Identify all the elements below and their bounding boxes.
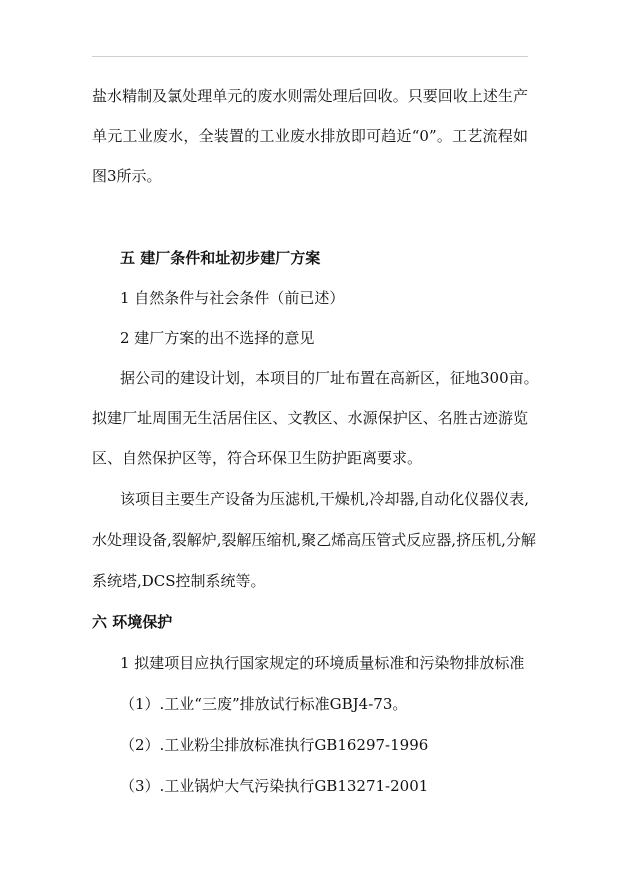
paragraph-1-line-2: 单元工业废水，全装置的工业废水排放即可趋近“0”。工艺流程如 bbox=[92, 127, 528, 145]
paragraph-1-line-1: 盐水精制及氯处理单元的废水则需处理后回收。只要回收上述生产 bbox=[92, 87, 528, 105]
section-5-item-1: 1 自然条件与社会条件（前已述） bbox=[120, 289, 345, 307]
paragraph-1-line-3: 图3所示。 bbox=[92, 167, 162, 185]
section-5-para-a-line-1: 据公司的建设计划，本项目的厂址布置在高新区，征地300亩。 bbox=[120, 369, 539, 387]
section-5-para-b-line-1: 该项目主要生产设备为压滤机,干燥机,冷却器,自动化仪器仪表, bbox=[120, 490, 530, 508]
section-5-para-b-line-3: 系统塔,DCS控制系统等。 bbox=[92, 572, 266, 590]
section-5-heading: 五 建厂条件和址初步建厂方案 bbox=[120, 249, 321, 267]
section-5-para-b-line-2: 水处理设备,裂解炉,裂解压缩机,聚乙烯高压管式反应器,挤压机,分解 bbox=[92, 531, 536, 549]
section-5-item-2: 2 建厂方案的出不选择的意见 bbox=[120, 329, 315, 347]
section-6-item-1: 1 拟建项目应执行国家规定的环境质量标准和污染物排放标准 bbox=[120, 654, 525, 672]
standard-item-1: （1）.工业“三废”排放试行标准GBJ4-73。 bbox=[120, 695, 408, 713]
standard-item-3: （3）.工业锅炉大气污染执行GB13271-2001 bbox=[120, 777, 429, 795]
header-rule bbox=[92, 56, 528, 57]
standard-item-2: （2）.工业粉尘排放标准执行GB16297-1996 bbox=[120, 736, 429, 754]
section-6-heading: 六 环境保护 bbox=[92, 613, 173, 631]
section-5-para-a-line-3: 区、自然保护区等，符合环保卫生防护距离要求。 bbox=[92, 449, 423, 467]
section-5-para-a-line-2: 拟建厂址周围无生活居住区、文教区、水源保护区、名胜古迹游览 bbox=[92, 409, 528, 427]
